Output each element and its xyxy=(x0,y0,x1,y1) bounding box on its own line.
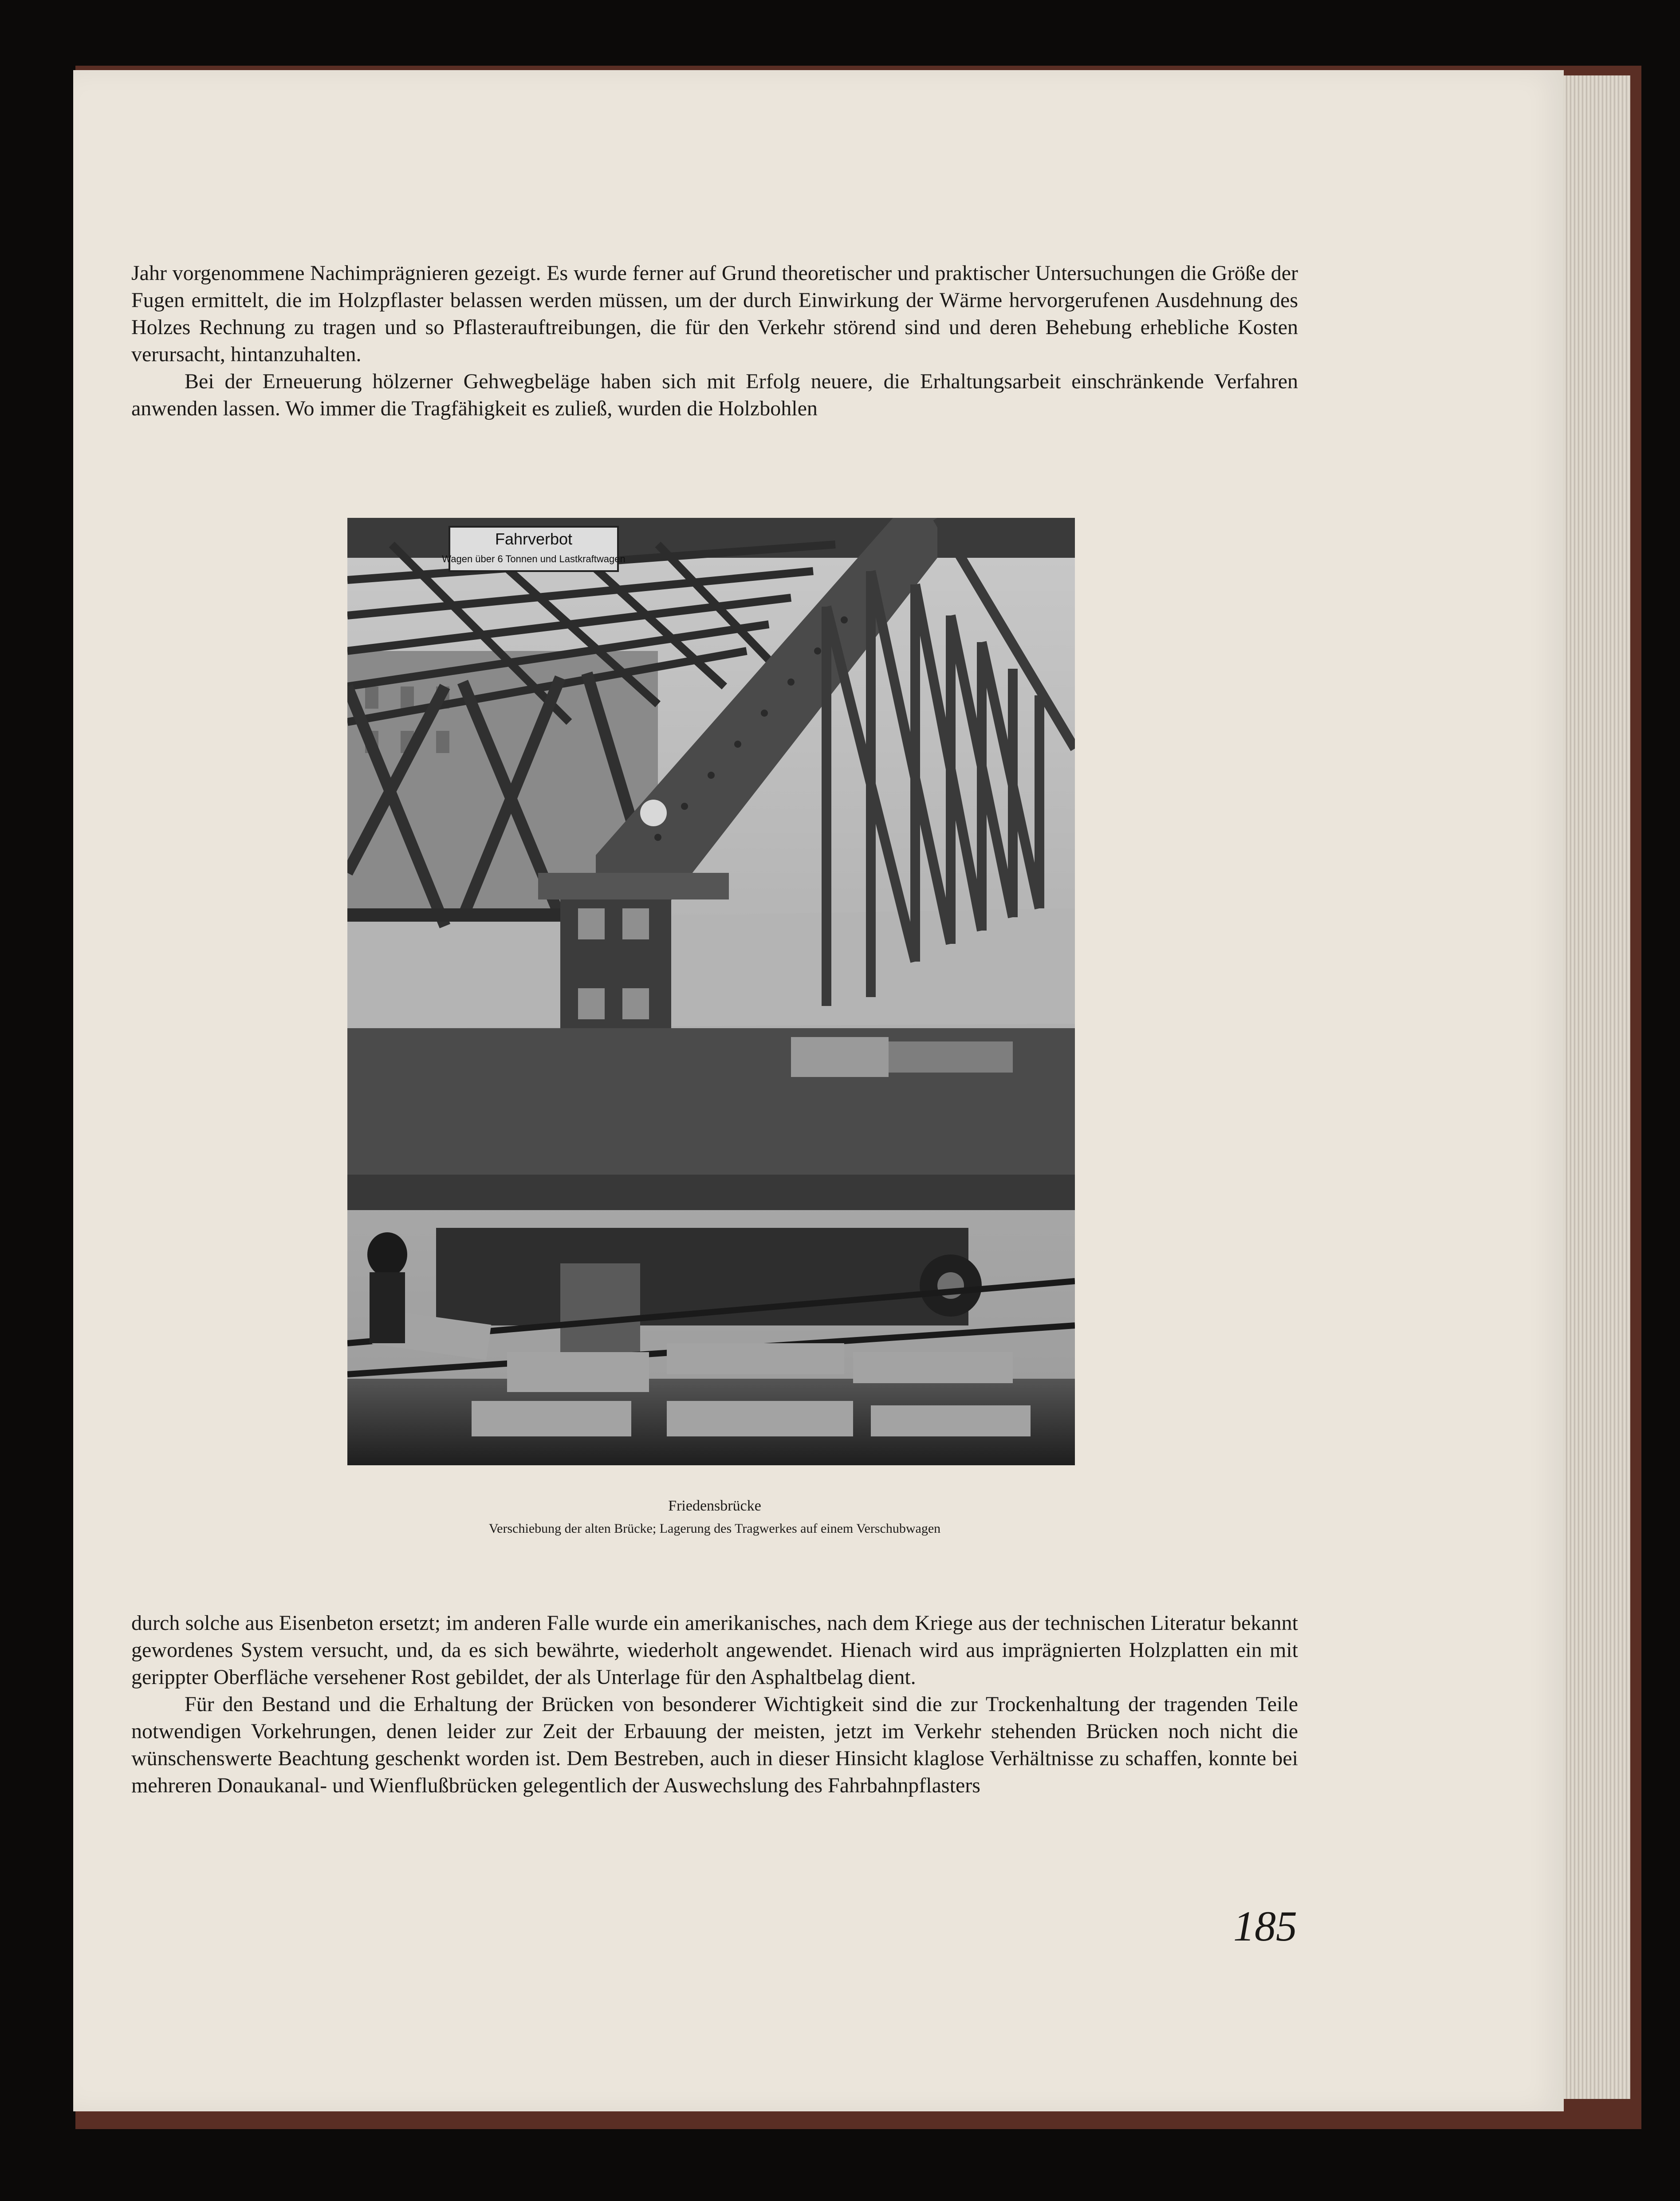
page-edges xyxy=(1564,75,1630,2099)
paragraph: durch solche aus Eisenbeton ersetzt; im anderen Falle wurde ein amerikanisches, nach dem Kriege aus der technischen Literatur bekannt gewordenes System versucht, und, da es sich bewährte, wiederholt angewendet. Hienach wird aus imprägnierten Holzplatten ein mit gerippter Oberfläche versehener Rost gebildet, der als Unterlage für den Asphaltbelag dient. xyxy=(131,1611,1298,1689)
top-text-block xyxy=(131,260,1298,422)
figure-caption-subtitle: Verschiebung der alten Brücke; Lagerung des Tragwerkes auf einem Verschubwagen xyxy=(488,1521,941,1536)
bridge-photograph xyxy=(347,518,1075,1465)
bottom-text-block xyxy=(131,1609,1298,1799)
paragraph: Für den Bestand und die Erhaltung der Brücken von besonderer Wichtigkeit sind die zur Trockenhaltung der tragenden Teile notwendigen Vorkehrungen, denen leider zur Zeit der Erbauung der meisten, jetzt im Verkehr stehenden Brücken noch nicht die wünschenswerte Beachtung geschenkt worden ist. Dem Bestreben, auch in dieser Hinsicht klaglose Verhältnisse zu schaffen, konnte bei mehreren Donaukanal- und Wienflußbrücken gelegentlich der Auswechslung des Fahrbahnpflasters xyxy=(131,1692,1298,1797)
page-number: 185 xyxy=(1233,1902,1297,1950)
sign-text-line-1: Fahrverbot xyxy=(495,530,573,548)
sign-text-line-2: Wagen über 6 Tonnen und Lastkraftwagen xyxy=(442,553,626,564)
paragraph: Bei der Erneuerung hölzerner Gehwegbeläge haben sich mit Erfolg neuere, die Erhaltungsarbeit einschränkende Verfahren anwenden lassen. Wo immer die Tragfähigkeit es zuließ, wurden die Holzbohlen xyxy=(131,370,1298,420)
paragraph: Jahr vorgenommene Nachimprägnieren gezeigt. Es wurde ferner auf Grund theoretischer und praktischer Untersuchungen die Größe der Fugen ermittelt, die im Holzpflaster belassen werden müssen, um der durch Einwirkung der Wärme hervorgerufenen Ausdehnung des Holzes Rechnung zu tragen und so Pflasterauftreibungen, die für den Verkehr störend sind und deren Behebung erhebliche Kosten verursacht, hintanzuhalten. xyxy=(131,261,1298,366)
figure-caption-title: Friedensbrücke xyxy=(668,1498,761,1514)
